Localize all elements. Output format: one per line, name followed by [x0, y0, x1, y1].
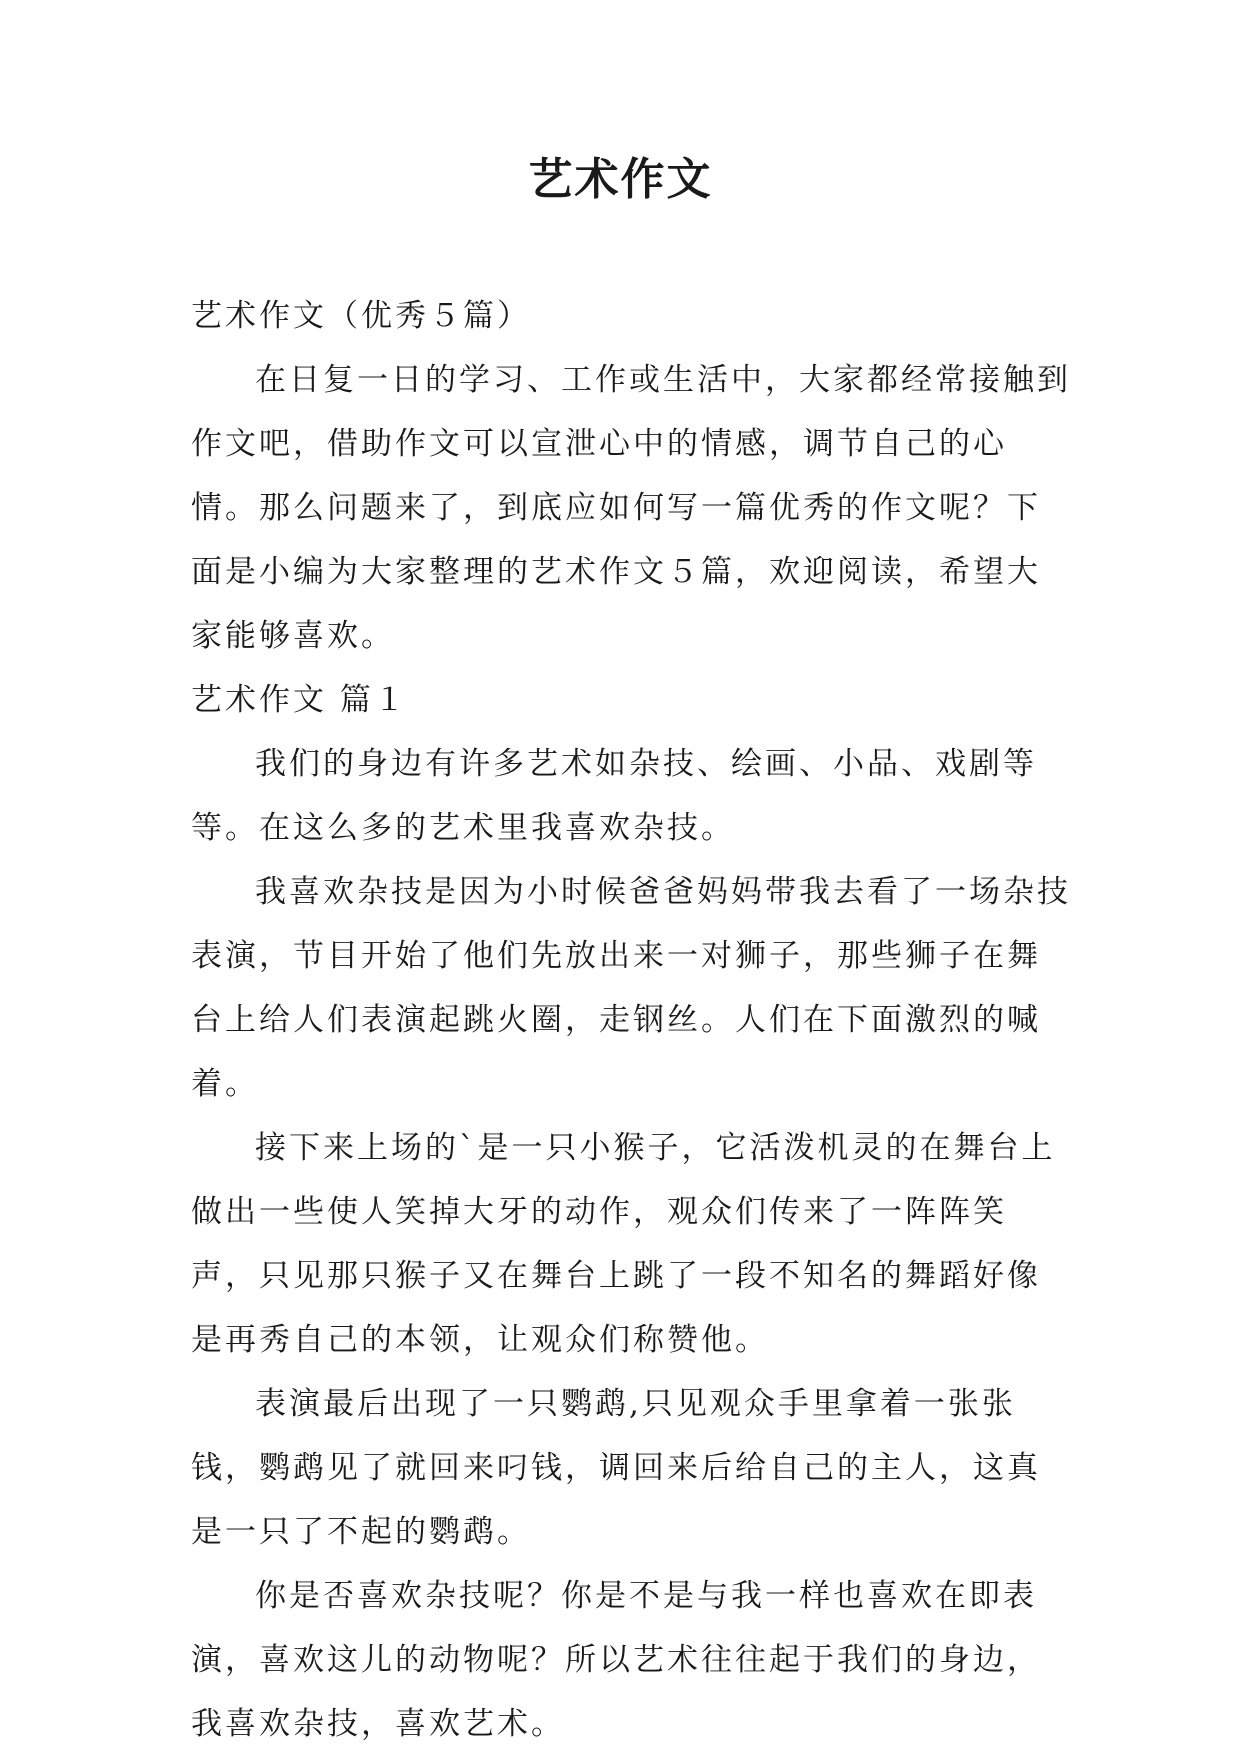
document-subtitle: 艺术作文（优秀５篇） — [191, 298, 531, 334]
body-paragraph: 接下来上场的`是一只小猴子，它活泼机灵的在舞台上做出一些使人笑掉大牙的动作，观众们传来了一阵阵笑声，只见那只猴子又在舞台上跳了一段不知名的舞蹈好像是再秀自己的本领，让观众们称赞他。 — [191, 1130, 1056, 1358]
body-paragraph: 我们的身边有许多艺术如杂技、绘画、小品、戏剧等等。在这么多的艺术里我喜欢杂技。 — [191, 746, 1037, 846]
body-paragraph: 表演最后出现了一只鹦鹉,只见观众手里拿着一张张钱，鹦鹉见了就回来叼钱，调回来后给自己的主人，这真是一只了不起的鹦鹉。 — [191, 1386, 1041, 1550]
body-paragraph: 我喜欢杂技是因为小时候爸爸妈妈带我去看了一场杂技表演，节目开始了他们先放出来一对狮子，那些狮子在舞台上给人们表演起跳火圈，走钢丝。人们在下面激烈的喊着。 — [191, 874, 1071, 1102]
document-title: 艺术作文 — [528, 154, 713, 205]
intro-paragraph: 在日复一日的学习、工作或生活中，大家都经常接触到作文吧，借助作文可以宣泄心中的情感，调节自己的心情。那么问题来了，到底应如何写一篇优秀的作文呢？下面是小编为大家整理的艺术作文５篇，欢迎阅读，希望大家能够喜欢。 — [191, 362, 1071, 654]
body-paragraph: 你是否喜欢杂技呢？你是不是与我一样也喜欢在即表演，喜欢这儿的动物呢？所以艺术往往起于我们的身边，我喜欢杂技，喜欢艺术。 — [191, 1578, 1041, 1742]
section-heading: 艺术作文 篇１ — [191, 682, 408, 718]
document-body — [191, 284, 1071, 1756]
